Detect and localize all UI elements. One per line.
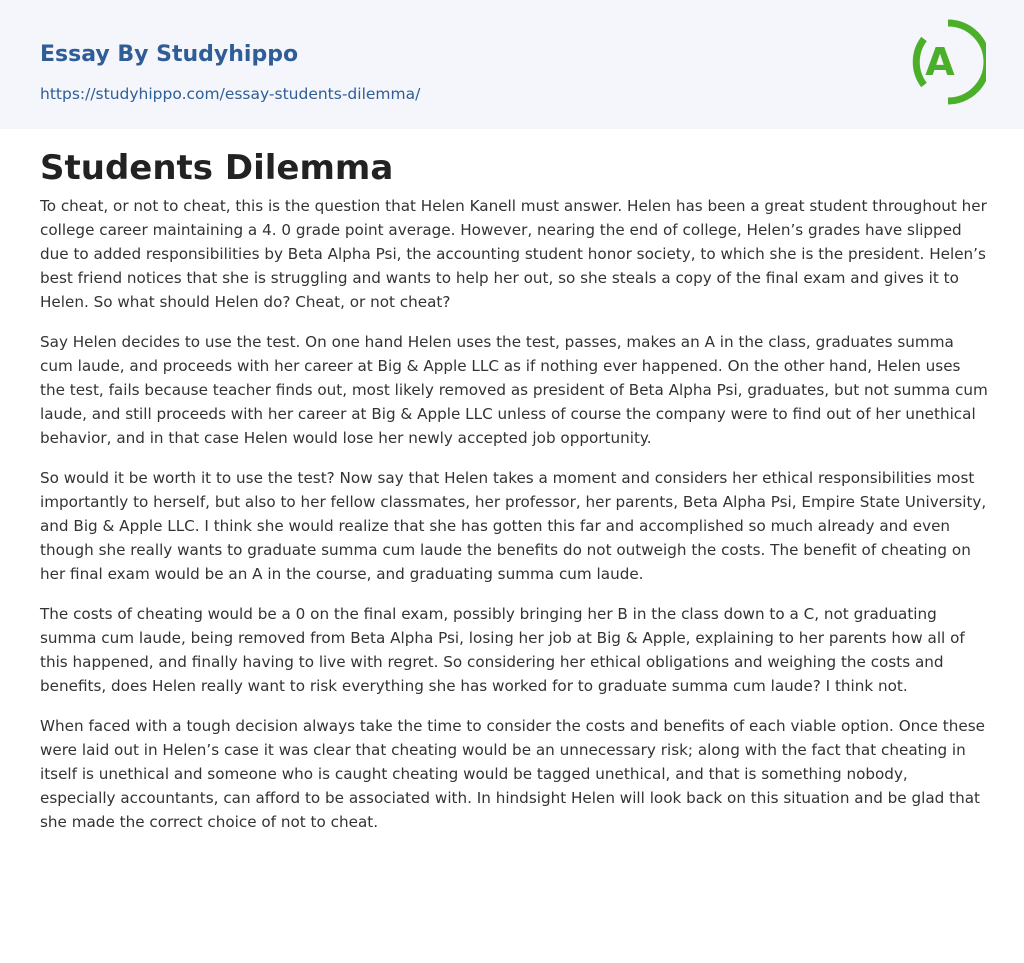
essay-url-link[interactable]: https://studyhippo.com/essay-students-dilemma/ xyxy=(40,85,421,103)
essay-body xyxy=(40,194,988,850)
essay-paragraph: When faced with a tough decision always take the time to consider the costs and benefits of each viable option. Once these were laid out in Helen’s case it was clear that cheating would be an unnecessary risk; along with the fact that cheating in itself is unethical and someone who is caught cheating would be tagged unethical, and that is something nobody, especially accountants, can afford to be associated with. In hindsight Helen will look back on this situation and be glad that she made the correct choice of not to cheat. xyxy=(40,717,985,831)
site-brand[interactable]: Essay By Studyhippo xyxy=(40,42,299,67)
essay-paragraph: Say Helen decides to use the test. On one hand Helen uses the test, passes, makes an A in the class, graduates summa cum laude, and proceeds with her career at Big & Apple LLC as if nothing ever happened. On the other hand, Helen uses the test, fails because teacher finds out, most likely removed as president of Beta Alpha Psi, graduates, but not summa cum laude, and still proceeds with her career at Big & Apple LLC unless of course the company were to find out of her unethical behavior, and in that case Helen would lose her newly accepted job opportunity. xyxy=(40,333,988,447)
essay-paragraph: The costs of cheating would be a 0 on the final exam, possibly bringing her B in the class down to a C, not graduating summa cum laude, being removed from Beta Alpha Psi, losing her job at Big & Apple, explaining to her parents how all of this happened, and finally having to live with regret. So considering her ethical obligations and weighing the costs and benefits, does Helen really want to risk everything she has worked for to graduate summa cum laude? I think not. xyxy=(40,605,965,695)
page-header xyxy=(0,0,1024,129)
logo-letter: A xyxy=(925,40,955,84)
studyhippo-logo-icon[interactable] xyxy=(912,19,986,105)
page-title: Students Dilemma xyxy=(40,148,394,188)
essay-paragraph: So would it be worth it to use the test? Now say that Helen takes a moment and considers her ethical responsibilities most importantly to herself, but also to her fellow classmates, her professor, her parents, Beta Alpha Psi, Empire State University, and Big & Apple LLC. I think she would realize that she has gotten this far and accomplished so much already and even though she really wants to graduate summa cum laude the benefits do not outweigh the costs. The benefit of cheating on her final exam would be an A in the course, and graduating summa cum laude. xyxy=(40,469,987,583)
essay-paragraph: To cheat, or not to cheat, this is the question that Helen Kanell must answer. Helen has been a great student throughout her college career maintaining a 4. 0 grade point average. However, nearing the end of college, Helen’s grades have slipped due to added responsibilities by Beta Alpha Psi, the accounting student honor society, to which she is the president. Helen’s best friend notices that she is struggling and wants to help her out, so she steals a copy of the final exam and gives it to Helen. So what should Helen do? Cheat, or not cheat? xyxy=(40,197,987,311)
